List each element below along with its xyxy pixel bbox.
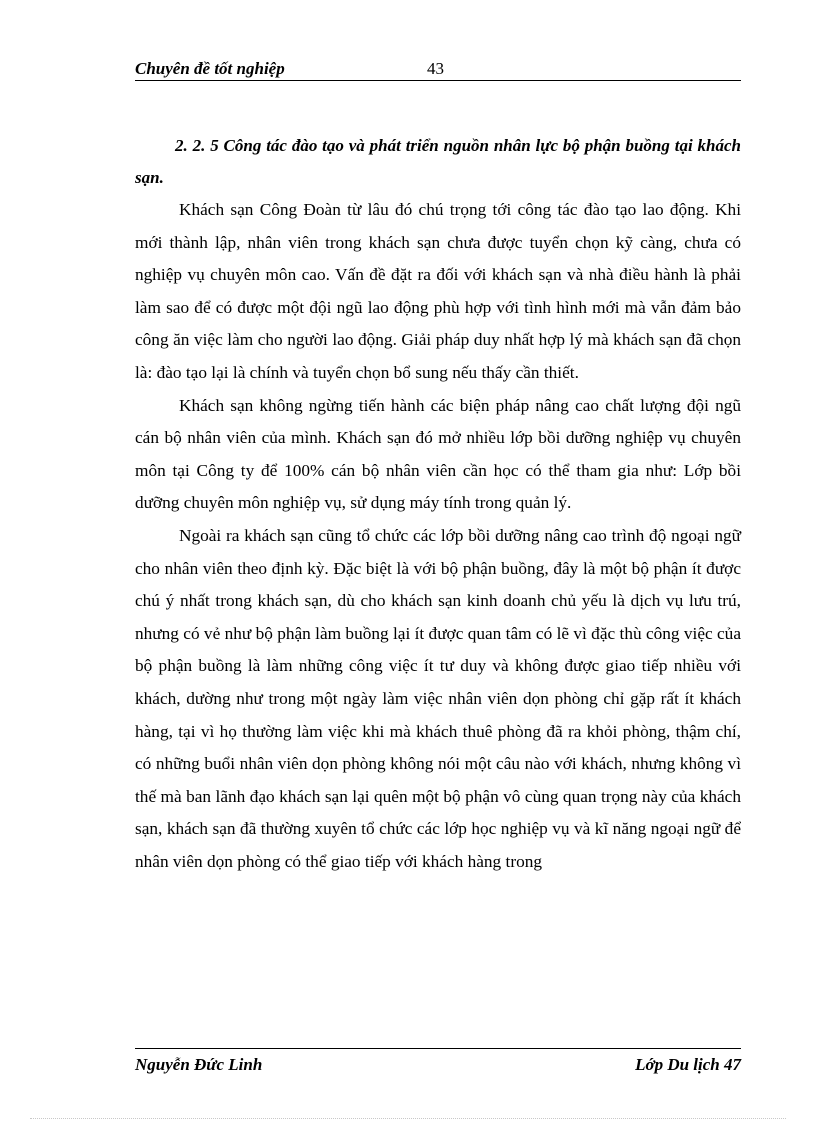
author-name: Nguyễn Đức Linh (135, 1055, 263, 1074)
class-name: Lớp Du lịch 47 (635, 1055, 741, 1074)
page-footer (135, 1048, 741, 1074)
paragraph: Khách sạn không ngừng tiến hành các biện pháp nâng cao chất lượng đội ngũ cán bộ nhân viên của mình. Khách sạn đó mở nhiều lớp bồi dưỡng nghiệp vụ chuyên môn tại Công ty để 100% cán bộ nhân viên cần học có thể tham gia như: Lớp bồi dưỡng chuyên môn nghiệp vụ, sử dụng máy tính trong quản lý. (135, 395, 741, 513)
paragraph: Khách sạn Công Đoàn từ lâu đó chú trọng tới công tác đào tạo lao động. Khi mới thành lập, nhân viên trong khách sạn chưa được tuyển chọn kỹ càng, chưa có nghiệp vụ chuyên môn cao. Vấn đề đặt ra đối với khách sạn và nhà điều hành là phải làm sao để có được một đội ngũ lao động phù hợp với tình hình mới mà vẫn đảm bảo công ăn việc làm cho người lao động. Giải pháp duy nhất hợp lý mà khách sạn đã chọn là: đào tạo lại là chính và tuyển chọn bổ sung nếu thấy cần thiết. (135, 200, 741, 382)
section-heading: 2. 2. 5 Công tác đào tạo và phát triển nguồn nhân lực bộ phận buồng tại khách sạn. (135, 136, 741, 187)
page-number: 43 (427, 59, 444, 78)
paragraph: Ngoài ra khách sạn cũng tổ chức các lớp bồi dưỡng nâng cao trình độ ngoại ngữ cho nhân viên theo định kỳ. Đặc biệt là với bộ phận buồng, đây là một bộ phận ít được chú ý nhất trong khách sạn, dù cho khách sạn kinh doanh chủ yếu là dịch vụ lưu trú, nhưng có vẻ như bộ phận làm buồng lại ít được quan tâm có lẽ vì đặc thù công việc của bộ phận buồng là làm những công việc ít tư duy và không được giao tiếp nhiều với khách, dường như trong một ngày làm việc nhân viên dọn phòng chỉ gặp rất ít khách hàng, tại vì họ thường làm việc khi mà khách thuê phòng đã ra khỏi phòng, thậm chí, có những buổi nhân viên dọn phòng không nói một câu nào với khách, nhưng không vì thế mà ban lãnh đạo khách sạn lại quên một bộ phận vô cùng quan trọng này của khách sạn, khách sạn đã thường xuyên tổ chức các lớp học nghiệp vụ và kĩ năng ngoại ngữ để nhân viên dọn phòng có thể giao tiếp với khách hàng trong (135, 525, 741, 871)
page-header (135, 58, 741, 81)
document-title: Chuyên đề tốt nghiệp (135, 59, 285, 78)
page-bottom-divider (30, 1118, 786, 1119)
main-content (135, 130, 741, 878)
